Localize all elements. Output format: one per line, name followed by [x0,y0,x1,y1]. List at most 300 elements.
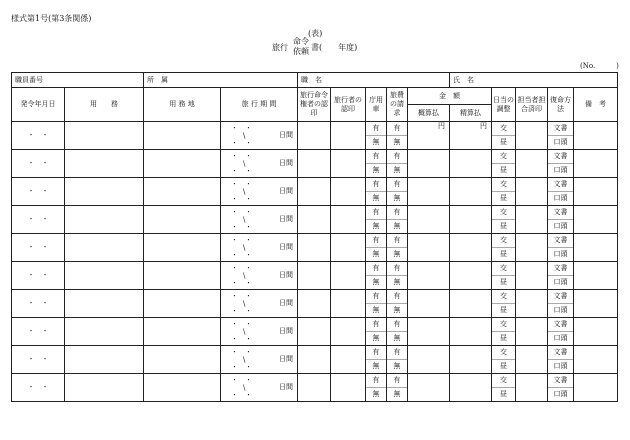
issue-date-cell[interactable] [12,318,65,346]
issue-date-cell[interactable] [12,178,65,206]
period-cell[interactable] [221,318,298,346]
table-row [12,234,618,262]
issue-date-cell[interactable] [12,150,65,178]
days-label: 日間 [279,299,293,307]
approver-seal-cell[interactable] [298,318,331,346]
lunch-option[interactable]: 昼 [500,194,507,202]
no-option[interactable]: 無 [372,166,380,174]
days-label: 日間 [279,243,293,251]
report-method-cell[interactable] [548,122,574,150]
officer-seal-cell[interactable] [516,374,548,402]
oral-option[interactable]: 口頭 [553,334,568,342]
col-report-method: 復命方法 [548,88,574,122]
remarks-cell[interactable] [574,318,618,346]
place-cell[interactable] [144,150,221,178]
official-car-cell[interactable] [366,178,387,206]
lunch-option[interactable]: 昼 [500,362,507,370]
official-car-cell[interactable] [366,290,387,318]
yes-option[interactable]: 有 [366,262,386,276]
no-option[interactable]: 無 [393,166,401,174]
form-title [0,28,630,62]
duty-cell[interactable] [65,122,144,150]
issue-date-cell[interactable] [12,206,65,234]
period-from: ・ ・ [231,236,252,244]
officer-seal-cell[interactable] [516,234,548,262]
traveler-seal-cell[interactable] [331,262,366,290]
remarks-cell[interactable] [574,262,618,290]
yes-option[interactable]: 有 [387,122,407,136]
report-method-cell[interactable] [548,150,574,178]
period-from: ・ ・ [231,292,252,300]
no-option[interactable]: 無 [393,334,401,342]
officer-seal-cell[interactable] [516,318,548,346]
yes-option[interactable]: 有 [387,150,407,164]
lunch-option[interactable]: 昼 [500,166,507,174]
table-row [12,262,618,290]
report-method-cell[interactable] [548,290,574,318]
period-cell[interactable] [221,290,298,318]
allowance-cell[interactable] [492,318,516,346]
approver-seal-cell[interactable] [298,178,331,206]
yen-unit: 円 [438,122,445,130]
place-cell[interactable] [144,290,221,318]
period-to: ・ ・ [231,167,252,175]
place-cell[interactable] [144,346,221,374]
table-row [12,206,618,234]
no-option[interactable]: 無 [393,250,401,258]
col-traveler-seal: 旅行者の認印 [331,88,366,122]
report-method-cell[interactable] [548,262,574,290]
period-separator: \ [243,300,246,308]
document-option[interactable]: 文書 [548,234,573,248]
claim-cell[interactable] [387,234,408,262]
traveler-seal-cell[interactable] [331,318,366,346]
duty-cell[interactable] [65,374,144,402]
traveler-seal-cell[interactable] [331,290,366,318]
approver-seal-cell[interactable] [298,122,331,150]
oral-option[interactable]: 口頭 [553,278,568,286]
col-advance: 概算払 [408,105,450,122]
date-dots: ・ ・ [27,215,49,223]
issue-date-cell[interactable] [12,234,65,262]
travel-order-table [11,72,618,402]
title-stack [293,37,309,57]
oral-option[interactable]: 口頭 [553,390,568,398]
period-cell[interactable] [221,234,298,262]
cross-option[interactable]: 交 [492,122,515,136]
period-cell[interactable] [221,122,298,150]
period-cell[interactable] [221,262,298,290]
document-option[interactable]: 文書 [548,346,573,360]
period-separator: \ [243,132,246,140]
post-field[interactable] [298,73,450,88]
issue-date-cell[interactable] [12,262,65,290]
cross-option[interactable]: 交 [492,346,515,360]
period-to: ・ ・ [231,335,252,343]
period-cell[interactable] [221,346,298,374]
title-prefix: 旅行 [272,43,288,52]
document-option[interactable]: 文書 [548,262,573,276]
no-option[interactable]: 無 [372,138,380,146]
no-option[interactable]: 無 [372,334,380,342]
advance-cell[interactable] [408,374,450,402]
officer-seal-cell[interactable] [516,262,548,290]
department-field[interactable] [144,73,298,88]
duty-cell[interactable] [65,206,144,234]
advance-cell[interactable] [408,262,450,290]
period-separator: \ [243,384,246,392]
period-separator: \ [243,160,246,168]
yes-option[interactable]: 有 [366,318,386,332]
oral-option[interactable]: 口頭 [553,194,568,202]
remarks-cell[interactable] [574,150,618,178]
lunch-option[interactable]: 昼 [500,250,507,258]
period-from: ・ ・ [231,320,252,328]
lunch-option[interactable]: 昼 [500,138,507,146]
col-issue-date: 発令年月日 [12,88,65,122]
days-label: 日間 [279,383,293,391]
advance-cell[interactable] [408,234,450,262]
period-from: ・ ・ [231,124,252,132]
date-dots: ・ ・ [27,383,49,391]
place-cell[interactable] [144,206,221,234]
remarks-cell[interactable] [574,122,618,150]
period-to: ・ ・ [231,307,252,315]
yes-option[interactable]: 有 [366,206,386,220]
document-option[interactable]: 文書 [548,122,573,136]
issue-date-cell[interactable] [12,122,65,150]
yes-option[interactable]: 有 [387,262,407,276]
lunch-option[interactable]: 昼 [500,390,507,398]
no-option[interactable]: 無 [372,390,380,398]
department-label: 所 属 [147,75,168,84]
col-period: 旅 行 期 間 [221,88,298,122]
cross-option[interactable]: 交 [492,262,515,276]
claim-cell[interactable] [387,206,408,234]
period-cell[interactable] [221,178,298,206]
remarks-cell[interactable] [574,178,618,206]
col-settled: 精算払 [450,105,492,122]
oral-option[interactable]: 口頭 [553,138,568,146]
place-cell[interactable] [144,234,221,262]
duty-cell[interactable] [65,290,144,318]
oral-option[interactable]: 口頭 [553,306,568,314]
officer-seal-cell[interactable] [516,178,548,206]
period-to: ・ ・ [231,279,252,287]
table-row [12,290,618,318]
official-car-cell[interactable] [366,122,387,150]
official-car-cell[interactable] [366,150,387,178]
period-cell[interactable] [221,374,298,402]
cross-option[interactable]: 交 [492,374,515,388]
no-option[interactable]: 無 [372,222,380,230]
settled-cell[interactable] [450,346,492,374]
claim-cell[interactable] [387,122,408,150]
document-option[interactable]: 文書 [548,150,573,164]
date-dots: ・ ・ [27,271,49,279]
settled-cell[interactable] [450,374,492,402]
approver-seal-cell[interactable] [298,290,331,318]
claim-cell[interactable] [387,318,408,346]
allowance-cell[interactable] [492,374,516,402]
yes-option[interactable]: 有 [366,290,386,304]
officer-seal-cell[interactable] [516,206,548,234]
period-separator: \ [243,356,246,364]
duty-cell[interactable] [65,150,144,178]
document-option[interactable]: 文書 [548,374,573,388]
duty-cell[interactable] [65,234,144,262]
traveler-seal-cell[interactable] [331,178,366,206]
period-from: ・ ・ [231,376,252,384]
lunch-option[interactable]: 昼 [500,334,507,342]
col-duty: 用 務 [65,88,144,122]
claim-cell[interactable] [387,262,408,290]
report-method-cell[interactable] [548,178,574,206]
officer-seal-cell[interactable] [516,346,548,374]
no-option[interactable]: 無 [372,250,380,258]
issue-date-cell[interactable] [12,374,65,402]
no-option[interactable]: 無 [372,278,380,286]
period-separator: \ [243,272,246,280]
lunch-option[interactable]: 昼 [500,222,507,230]
settled-cell[interactable] [450,206,492,234]
allowance-cell[interactable] [492,346,516,374]
approver-seal-cell[interactable] [298,262,331,290]
title-stack-bottom: 依頼 [293,47,309,56]
date-dots: ・ ・ [27,159,49,167]
approver-seal-cell[interactable] [298,206,331,234]
name-field[interactable] [450,73,618,88]
period-to: ・ ・ [231,223,252,231]
table-row [12,346,618,374]
post-label: 職 名 [301,75,322,84]
claim-cell[interactable] [387,150,408,178]
remarks-cell[interactable] [574,206,618,234]
official-car-cell[interactable] [366,206,387,234]
table-row [12,122,618,150]
days-label: 日間 [279,131,293,139]
remarks-cell[interactable] [574,234,618,262]
period-from: ・ ・ [231,180,252,188]
advance-cell[interactable] [408,122,450,150]
period-from: ・ ・ [231,152,252,160]
oral-option[interactable]: 口頭 [553,362,568,370]
yes-option[interactable]: 有 [366,374,386,388]
oral-option[interactable]: 口頭 [553,250,568,258]
official-car-cell[interactable] [366,318,387,346]
official-car-cell[interactable] [366,374,387,402]
no-option[interactable]: 無 [393,194,401,202]
official-car-cell[interactable] [366,234,387,262]
settled-cell[interactable] [450,122,492,150]
place-cell[interactable] [144,374,221,402]
yes-option[interactable]: 有 [387,178,407,192]
yes-option[interactable]: 有 [387,318,407,332]
allowance-cell[interactable] [492,206,516,234]
date-dots: ・ ・ [27,327,49,335]
allowance-cell[interactable] [492,178,516,206]
period-to: ・ ・ [231,139,252,147]
cross-option[interactable]: 交 [492,150,515,164]
officer-seal-cell[interactable] [516,290,548,318]
yes-option[interactable]: 有 [366,234,386,248]
days-label: 日間 [279,355,293,363]
no-option[interactable]: 無 [393,222,401,230]
place-cell[interactable] [144,318,221,346]
no-option[interactable]: 無 [393,306,401,314]
cross-option[interactable]: 交 [492,234,515,248]
yes-option[interactable]: 有 [387,346,407,360]
document-option[interactable]: 文書 [548,206,573,220]
yes-option[interactable]: 有 [366,150,386,164]
place-cell[interactable] [144,262,221,290]
official-car-cell[interactable] [366,346,387,374]
advance-cell[interactable] [408,178,450,206]
traveler-seal-cell[interactable] [331,346,366,374]
advance-cell[interactable] [408,290,450,318]
cross-option[interactable]: 交 [492,206,515,220]
approver-seal-cell[interactable] [298,150,331,178]
col-amount: 金 額 [408,88,492,105]
period-separator: \ [243,328,246,336]
allowance-cell[interactable] [492,262,516,290]
report-method-cell[interactable] [548,234,574,262]
approver-seal-cell[interactable] [298,234,331,262]
document-option[interactable]: 文書 [548,318,573,332]
no-option[interactable]: 無 [393,362,401,370]
duty-cell[interactable] [65,318,144,346]
claim-cell[interactable] [387,346,408,374]
yes-option[interactable]: 有 [387,374,407,388]
period-separator: \ [243,244,246,252]
settled-cell[interactable] [450,150,492,178]
remarks-cell[interactable] [574,290,618,318]
allowance-cell[interactable] [492,150,516,178]
allowance-cell[interactable] [492,122,516,150]
traveler-seal-cell[interactable] [331,150,366,178]
remarks-cell[interactable] [574,346,618,374]
document-option[interactable]: 文書 [548,178,573,192]
duty-cell[interactable] [65,178,144,206]
lunch-option[interactable]: 昼 [500,306,507,314]
place-cell[interactable] [144,122,221,150]
officer-seal-cell[interactable] [516,150,548,178]
yes-option[interactable]: 有 [387,234,407,248]
officer-seal-cell[interactable] [516,122,548,150]
col-remarks: 備 考 [574,88,618,122]
settled-cell[interactable] [450,318,492,346]
advance-cell[interactable] [408,346,450,374]
cross-option[interactable]: 交 [492,178,515,192]
advance-cell[interactable] [408,206,450,234]
remarks-cell[interactable] [574,374,618,402]
period-to: ・ ・ [231,391,252,399]
days-label: 日間 [279,159,293,167]
no-option[interactable]: 無 [372,362,380,370]
allowance-cell[interactable] [492,234,516,262]
yes-option[interactable]: 有 [387,290,407,304]
days-label: 日間 [279,327,293,335]
document-option[interactable]: 文書 [548,290,573,304]
period-cell[interactable] [221,150,298,178]
no-option[interactable]: 無 [393,138,401,146]
yen-unit: 円 [480,122,487,130]
no-option[interactable]: 無 [393,390,401,398]
cross-option[interactable]: 交 [492,290,515,304]
yes-option[interactable]: 有 [366,346,386,360]
yes-option[interactable]: 有 [387,206,407,220]
title-omote: (表) [308,29,323,38]
table-row [12,150,618,178]
lunch-option[interactable]: 昼 [500,278,507,286]
name-label: 氏 名 [453,75,474,84]
no-option[interactable]: 無 [372,194,380,202]
period-cell[interactable] [221,206,298,234]
official-car-cell[interactable] [366,262,387,290]
settled-cell[interactable] [450,178,492,206]
traveler-seal-cell[interactable] [331,374,366,402]
cross-option[interactable]: 交 [492,318,515,332]
allowance-cell[interactable] [492,290,516,318]
approver-seal-cell[interactable] [298,346,331,374]
yes-option[interactable]: 有 [366,122,386,136]
col-official-car: 庁用車 [366,88,387,122]
issue-date-cell[interactable] [12,290,65,318]
traveler-seal-cell[interactable] [331,206,366,234]
oral-option[interactable]: 口頭 [553,166,568,174]
number-label: (No. ) [580,62,619,70]
staff-number-label: 職員番号 [15,75,43,84]
approver-seal-cell[interactable] [298,374,331,402]
report-method-cell[interactable] [548,374,574,402]
claim-cell[interactable] [387,178,408,206]
claim-cell[interactable] [387,374,408,402]
title-suffix: 書( 年度) [311,43,358,52]
no-option[interactable]: 無 [372,306,380,314]
date-dots: ・ ・ [27,355,49,363]
col-allowance: 日当の調整 [492,88,516,122]
claim-cell[interactable] [387,290,408,318]
traveler-seal-cell[interactable] [331,234,366,262]
settled-cell[interactable] [450,234,492,262]
duty-cell[interactable] [65,346,144,374]
header-row-1 [12,88,618,105]
oral-option[interactable]: 口頭 [553,222,568,230]
report-method-cell[interactable] [548,318,574,346]
report-method-cell[interactable] [548,346,574,374]
settled-cell[interactable] [450,262,492,290]
yes-option[interactable]: 有 [366,178,386,192]
place-cell[interactable] [144,178,221,206]
issue-date-cell[interactable] [12,346,65,374]
days-label: 日間 [279,187,293,195]
report-method-cell[interactable] [548,206,574,234]
col-claim: 旅費の請求 [387,88,408,122]
no-option[interactable]: 無 [393,278,401,286]
advance-cell[interactable] [408,150,450,178]
days-label: 日間 [279,215,293,223]
advance-cell[interactable] [408,318,450,346]
period-from: ・ ・ [231,348,252,356]
duty-cell[interactable] [65,262,144,290]
staff-number-field[interactable] [12,73,144,88]
days-label: 日間 [279,271,293,279]
traveler-seal-cell[interactable] [331,122,366,150]
col-approver-seal: 旅行命令権者の認印 [298,88,331,122]
date-dots: ・ ・ [27,243,49,251]
period-to: ・ ・ [231,195,252,203]
settled-cell[interactable] [450,290,492,318]
